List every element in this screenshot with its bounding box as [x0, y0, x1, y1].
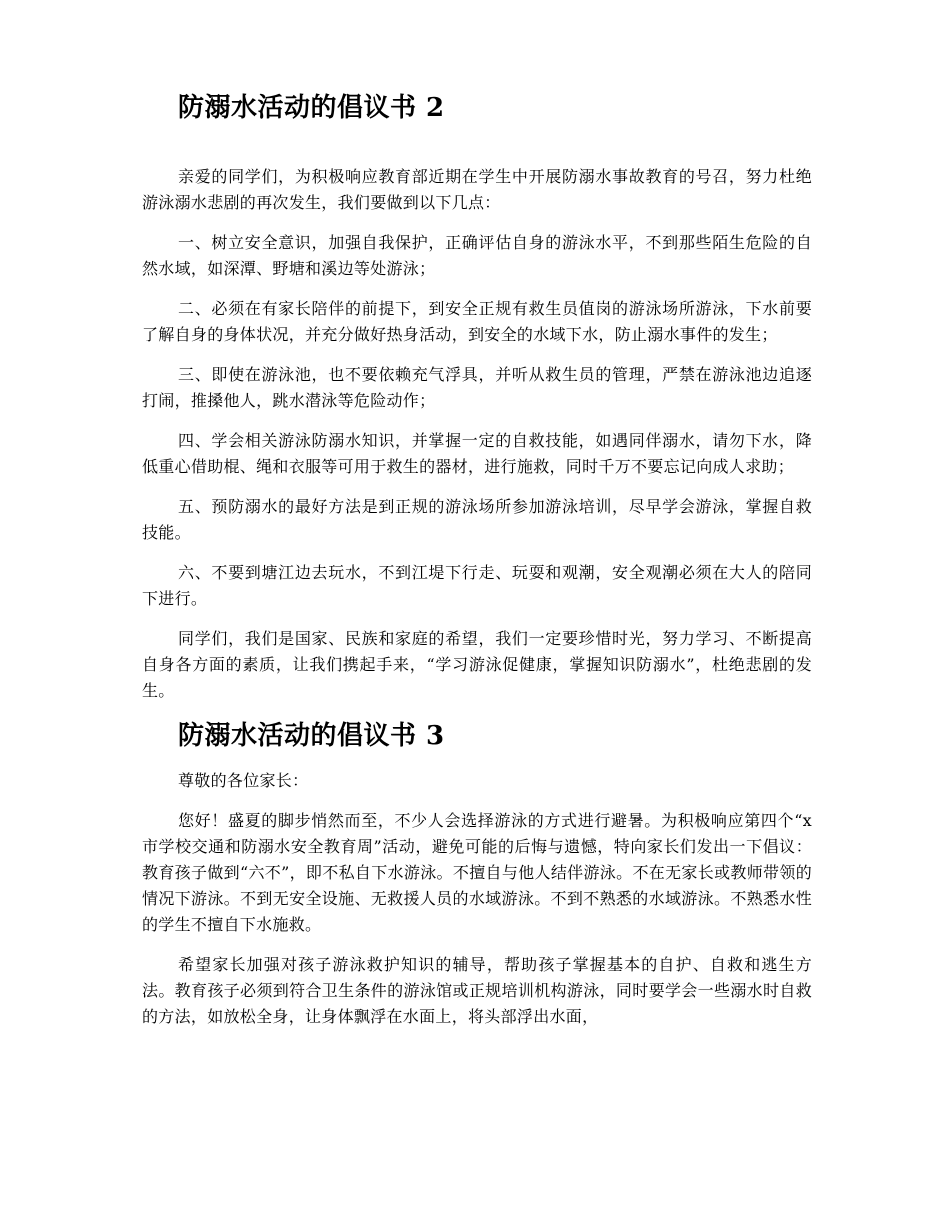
paragraph-item-3: 三、即使在游泳池，也不要依赖充气浮具，并听从救生员的管理，严禁在游泳池边追逐打闹，推搡他人，跳水潜泳等危险动作；: [142, 365, 812, 410]
paragraph-salutation: 尊敬的各位家长：: [178, 771, 309, 790]
paragraph-body-1: 您好！盛夏的脚步悄然而至，不少人会选择游泳的方式进行避暑。为积极响应第四个“x 市学校交通和防溺水安全教育周”活动，避免可能的后悔与遗憾，特向家长们发出一下倡议：教育孩子做到“六不”，即不私自下水游泳。不擅自与他人结伴游泳。不在无家长或教师带领的情况下游泳。不到无安全设施、无救援人员的水域游泳。不到不熟悉的水域游泳。不熟悉水性的学生不擅自下水施救。: [142, 811, 812, 934]
paragraph-intro: 亲爱的同学们，为积极响应教育部近期在学生中开展防溺水事故教育的号召，努力杜绝游泳溺水悲剧的再次发生，我们要做到以下几点：: [142, 167, 812, 212]
section-proposal-2: [142, 90, 812, 704]
section-title: 防溺水活动的倡议书 3: [178, 721, 445, 751]
paragraph-item-4: 四、学会相关游泳防溺水知识，并掌握一定的自救技能，如遇同伴溺水，请勿下水，降低重心借助棍、绳和衣服等可用于救生的器材，进行施救，同时千万不要忘记向成人求助；: [142, 431, 812, 476]
paragraph-item-1: 一、树立安全意识，加强自我保护，正确评估自身的游泳水平，不到那些陌生危险的自然水域，如深潭、野塘和溪边等处游泳；: [142, 233, 812, 278]
section-proposal-3: [142, 718, 812, 1030]
paragraph-item-5: 五、预防溺水的最好方法是到正规的游泳场所参加游泳培训，尽早学会游泳，掌握自救技能。: [142, 497, 812, 542]
document-page: [142, 78, 812, 1044]
section-title: 防溺水活动的倡议书 2: [178, 93, 445, 123]
paragraph-closing: 同学们，我们是国家、民族和家庭的希望，我们一定要珍惜时光，努力学习、不断提高自身各方面的素质，让我们携起手来，“学习游泳促健康，掌握知识防溺水”，杜绝悲剧的发生。: [142, 629, 812, 700]
paragraph-body-2: 希望家长加强对孩子游泳救护知识的辅导，帮助孩子掌握基本的自护、自救和逃生方法。教育孩子必须到符合卫生条件的游泳馆或正规培训机构游泳，同时要学会一些溺水时自救的方法，如放松全身，让身体飘浮在水面上，将头部浮出水面，: [142, 955, 812, 1026]
paragraph-item-2: 二、必须在有家长陪伴的前提下，到安全正规有救生员值岗的游泳场所游泳，下水前要了解自身的身体状况，并充分做好热身活动，到安全的水域下水，防止溺水事件的发生；: [142, 299, 812, 344]
paragraph-item-6: 六、不要到塘江边去玩水，不到江堤下行走、玩耍和观潮，安全观潮必须在大人的陪同下进行。: [142, 563, 812, 608]
